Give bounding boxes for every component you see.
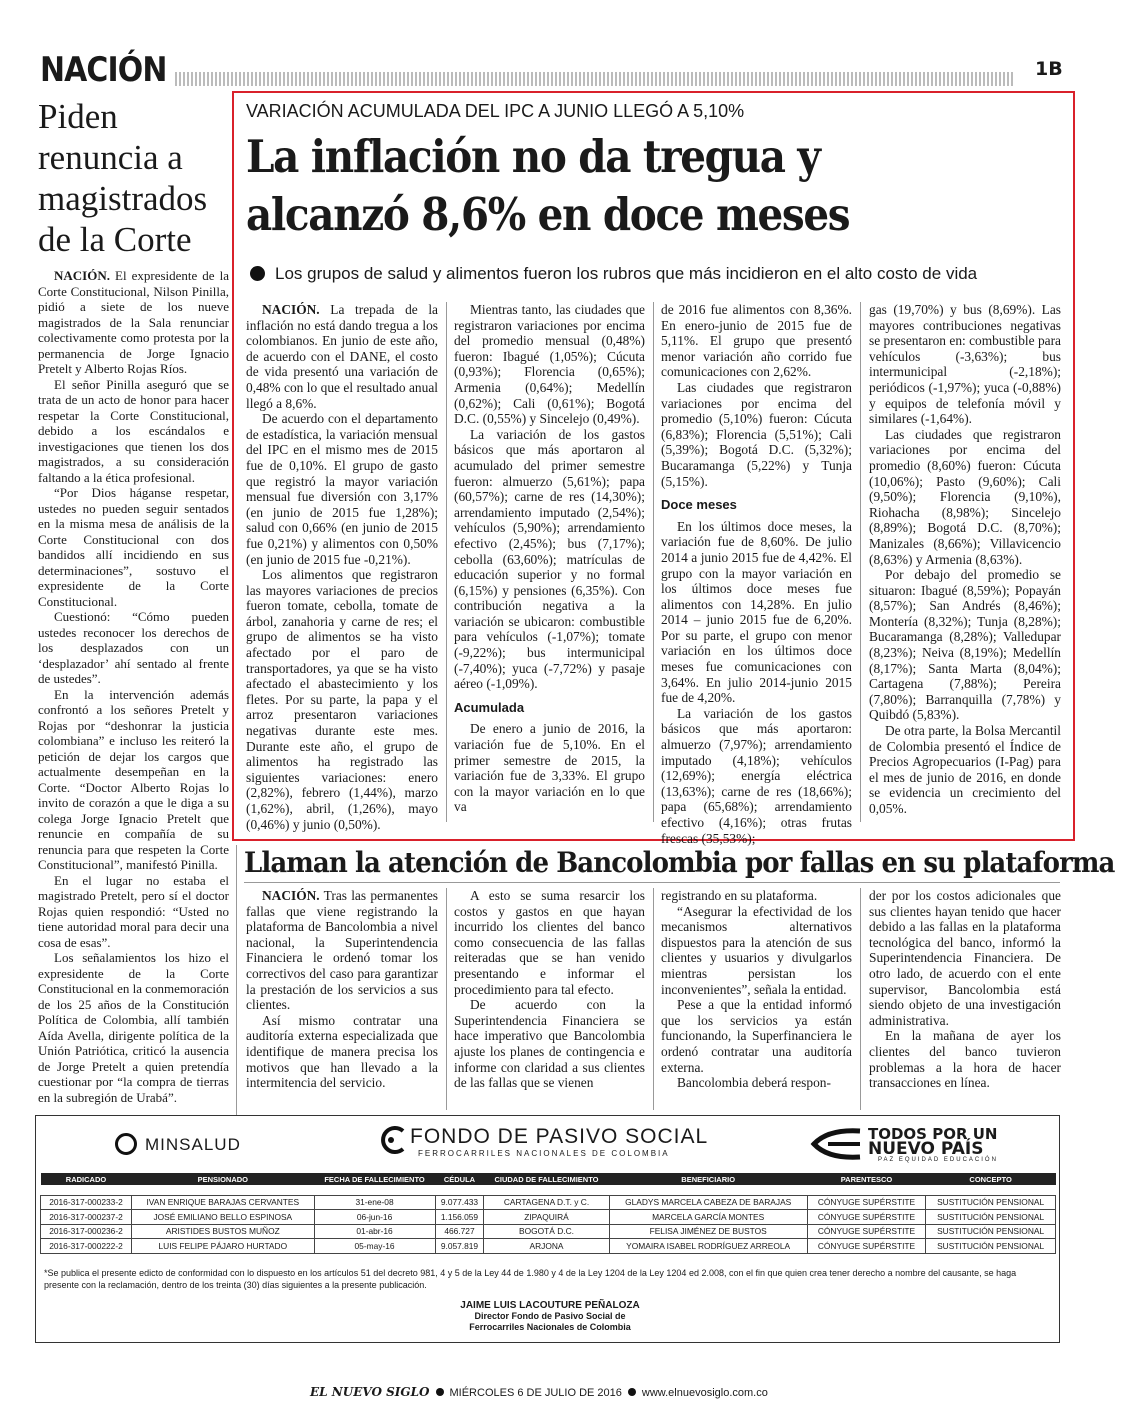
paragraph: A esto se suma resarcir los costos y gastos en que hayan incurrido los clientes del banco como consecuencia de las fallas reiteradas que se han venido presentando e informar el procedimiento para tal efecto. <box>454 888 645 997</box>
table-cell: GLADYS MARCELA CABEZA DE BARAJAS <box>609 1195 807 1210</box>
second-story-headline: Llaman la atención de Bancolombia por fallas en su plataforma <box>244 846 1115 879</box>
table-header-row <box>41 1173 1056 1185</box>
table-cell: 05-may-16 <box>314 1239 435 1254</box>
paragraph: La variación de los gastos básicos que más aportaron: almuerzo (7,97%); arrendamiento imputado (4,18%); vehículos (12,69%); energía eléctrica (13,63%); carne de res (18,66%); papa (65,68%); arrendamiento efectivo (4,16%); otras frutas frescas (35,53%); <box>661 705 852 846</box>
table-cell: MARCELA GARCÍA MONTES <box>609 1210 807 1225</box>
table-cell: SUSTITUCIÓN PENSIONAL <box>926 1224 1056 1239</box>
rule <box>244 882 1060 883</box>
bullet-icon <box>250 266 265 281</box>
paragraph: En la intervención además confrontó a los señores Pretelt y Rojas por “deshonrar la justicia colombiana” e incluso les reiteró la petición de dejar los cargos que actualmente desempeñan en la Corte. “Doctor Alberto Rojas lo invito de corazón a que le diga a su colega Jorge Ignacio Pretelt que renuncie en compañía de su renuncia para que respeten la Corte Constitucional”, manifestó Pinilla. <box>38 686 229 872</box>
paragraph: Las ciudades que registraron variaciones por encima del promedio (8,60%) fueron: Cúcuta (10,06%); Pasto (9,60%); Cali (9,50%); Florencia (9,10%), Riohacha (8,98%); Sincelejo (8,89%); Bogotá D.C. (8,70%); Manizales (8,66%); Villavicencio (8,63%) y Armenia (8,63%). <box>869 426 1061 567</box>
main-story-kicker: VARIACIÓN ACUMULADA DEL IPC A JUNIO LLEGÓ A 5,10% <box>246 101 745 121</box>
column-divider <box>236 845 237 1115</box>
subheading: Acumulada <box>454 699 525 715</box>
column-divider <box>860 888 861 1110</box>
table-cell: SUSTITUCIÓN PENSIONAL <box>926 1195 1056 1210</box>
todos-logo <box>808 1127 1023 1163</box>
column-header: FECHA DE FALLECIMIENTO <box>314 1173 435 1185</box>
paragraph: De enero a junio de 2016, la variación fue de 5,10%. En el primer semestre de 2015, la variación fue de 3,33%. El grupo con la mayor variación en lo que va <box>454 721 645 815</box>
paragraph: El señor Pinilla aseguró que se trata de un acto de honor para hacer respetar la Corte Constitucional, debido a los escándalos e investigaciones que tienen los dos magistrados, a su consideración faltando a la ética profesional. <box>38 376 229 485</box>
table-row <box>41 1224 1056 1239</box>
column-header: RADICADO <box>41 1173 132 1185</box>
table-cell: YOMAIRA ISABEL RODRÍGUEZ ARREOLA <box>609 1239 807 1254</box>
table-cell: ZIPAQUIRÁ <box>484 1210 609 1225</box>
table-cell: CARTAGENA D.T. y C. <box>484 1195 609 1210</box>
paragraph: Las ciudades que registraron variaciones por encima del promedio (5,10%) fueron: Cúcuta (6,83%); Florencia (5,51%); Cali (5,39%); Bogotá D.C. (5,32%); Bucaramanga (5,22%) y Tunja (5,15%). <box>661 379 852 489</box>
table-cell: CÓNYUGE SUPÉRSTITE <box>807 1224 925 1239</box>
second-story-column-4 <box>869 888 1061 1091</box>
table-cell: 2016-317-000237-2 <box>41 1210 132 1225</box>
column-header: CIUDAD DE FALLECIMIENTO <box>484 1173 609 1185</box>
table-cell: LUIS FELIPE PÁJARO HURTADO <box>132 1239 315 1254</box>
lead-paragraph: NACIÓN. La trepada de la inflación no está dando tregua a los colombianos. En junio de este año, de acuerdo con el DANE, el costo de vida presentó una variación de 0,48% con lo que el resultado anual llegó a 8,6%. <box>246 302 438 411</box>
table-row <box>41 1210 1056 1225</box>
bullet-icon <box>436 1388 444 1396</box>
table-cell: CÓNYUGE SUPÉRSTITE <box>807 1239 925 1254</box>
table-cell: IVAN ENRIQUE BARAJAS CERVANTES <box>132 1195 315 1210</box>
paragraph: “Por Dios háganse respetar, ustedes no pueden seguir sentados en la misma mesa de análisis de la Corte Constitucional con dos bandidos allí incidiendo en sus determinaciones”, sostuvo el expresidente de la Corte Constitucional. <box>38 485 229 609</box>
header-rule <box>175 72 1015 86</box>
paragraph: En el lugar no estaba el magistrado Pretelt, pero sí el doctor Rojas quien respondió: “Usted no tiene autoridad moral para decir una cosa de esas”. <box>38 872 229 950</box>
signer-title-1: Director Fondo de Pasivo Social de <box>474 1311 626 1321</box>
page-number: 1B <box>1035 58 1063 80</box>
fondo-swoosh-icon <box>376 1125 406 1155</box>
paragraph: Los alimentos que registraron las mayores variaciones de precios fueron tomate, cebolla, tomate de árbol, zanahoria y carne de res; el grupo de alimentos se ha visto afectado por el paro de transportadores, ya que se ha visto afectado el abastecimiento y los fletes. Por su parte, la papa y el arroz presentaron variaciones negativas durante este mes. Durante este año, el grupo de alimentos ha registrado las siguientes variaciones: enero (2,82%), febrero (1,44%), marzo (1,62%), abril, (1,26%), mayo (0,46%) y junio (0,50%). <box>246 567 438 832</box>
spacer-cell <box>41 1185 1056 1195</box>
table-cell: 01-abr-16 <box>314 1224 435 1239</box>
subheading: Doce meses <box>661 497 737 513</box>
column-divider <box>446 888 447 1110</box>
signer-title-2: Ferrocarriles Nacionales de Colombia <box>469 1322 631 1332</box>
table-cell: FELISA JIMÉNEZ DE BUSTOS <box>609 1224 807 1239</box>
signer-name: JAIME LUIS LACOUTURE PEÑALOZA <box>460 1300 640 1311</box>
table-cell: ARJONA <box>484 1239 609 1254</box>
paragraph: De otra parte, la Bolsa Mercantil de Colombia presentó el Índice de Precios Agropecuarios (I-Pag) para el mes de junio de 2016, en donde se evidencia un crecimiento del 0,05%. <box>869 723 1061 816</box>
column-header: CÉDULA <box>435 1173 484 1185</box>
table-cell: 06-jun-16 <box>314 1210 435 1225</box>
fondo-subtitle: FERROCARRILES NACIONALES DE COLOMBIA <box>418 1149 670 1158</box>
left-story-body <box>38 268 229 1105</box>
column-divider <box>653 302 654 822</box>
paragraph: “Asegurar la efectividad de los mecanismos alternativos dispuestos para la atención de sus clientes y usuarios y divulgarlos mientras persistan los inconvenientes”, señala la entidad. <box>661 903 852 997</box>
todos-line-1: TODOS POR UN <box>868 1125 998 1143</box>
column-divider <box>860 302 861 822</box>
fondo-name: FONDO DE PASIVO SOCIAL <box>410 1125 709 1148</box>
paragraph: der por los costos adicionales que sus clientes hayan tenido que hacer debido a las fallas en la plataforma tecnológica del banco, informó la Superintendencia Financiera. De otro lado, de acuerdo con el ente supervisor, Bancolombia está siendo objeto de una investigación administrativa. <box>869 888 1061 1028</box>
paragraph: En los últimos doce meses, la variación fue de 8,60%. De julio 2014 a junio 2015 fue de 4,42%. El grupo con la mayor variación en los últimos doce meses fue alimentos con 14,28%. En julio 2014 – junio 2015 fue de 6,20%. Por su parte, el grupo con menor variación en los últimos doce meses fue comunicaciones con 3,64%. En julio 2014-junio 2015 fue de 4,20%. <box>661 518 852 706</box>
edict-table <box>40 1173 1056 1254</box>
main-story-column-3 <box>661 302 852 846</box>
column-divider <box>446 302 447 822</box>
table-cell: CÓNYUGE SUPÉRSTITE <box>807 1210 925 1225</box>
main-story-column-2 <box>454 302 645 815</box>
table-cell: 2016-317-000233-2 <box>41 1195 132 1210</box>
seal-icon <box>115 1133 137 1155</box>
table-cell: 466.727 <box>435 1224 484 1239</box>
todos-line-2: NUEVO PAÍS <box>868 1139 984 1159</box>
paragraph: Por debajo del promedio se situaron: Ibagué (8,59%); Popayán (8,57%); San Andrés (8,46%); Montería (8,32%); Tunja (8,28%); Bucaramanga (8,28%); Valledupar (8,23%); Neiva (8,19%); Medellín (8,17%); Santa Marta (8,04%); Cartagena (7,88%); Pereira (7,80%); Barranquilla (7,78%) y Quibdó (5,83%). <box>869 567 1061 723</box>
table-cell: SUSTITUCIÓN PENSIONAL <box>926 1239 1056 1254</box>
lead-paragraph: NACIÓN. El expresidente de la Corte Constitucional, Nilson Pinilla, pidió a siete de los nueve magistrados de la Sala renunciar colectivamente como protesta por la permanencia de Jorge Ignacio Pretelt y Alberto Rojas Ríos. <box>38 268 229 376</box>
footer-brand: EL NUEVO SIGLO <box>310 1385 430 1399</box>
minsalud-logo <box>115 1133 241 1155</box>
bullet-icon <box>628 1388 636 1396</box>
paragraph: De acuerdo con el departamento de estadística, la variación mensual del IPC en el mismo mes de 2015 fue de 0,10%. El grupo de gasto que registró la mayor variación mensual fue diversión con 3,17% (en junio de 2015 fue 1,28%); salud con 0,66% (en junio de 2015 fue 0,21%) y alimentos con 0,50% (en junio de 2015 fue -0,21%). <box>246 411 438 567</box>
paragraph: Así mismo contratar una auditoría externa especializada que identifique de manera precisa los motivos que han llevado a la intermitencia del servicio. <box>246 1012 438 1091</box>
table-cell: 2016-317-000222-2 <box>41 1239 132 1254</box>
paragraph: Cuestionó: “Cómo pueden ustedes reconocer los derechos de los desplazados con un ‘desplazador’ ahí sentado al frente de ustedes”. <box>38 609 229 686</box>
paragraph: De acuerdo con la Superintendencia Financiera se hace imperativo que Bancolombia ajuste los planes de contingencia e informe con claridad a sus clientes de las fallas que se vienen <box>454 997 645 1091</box>
footer-url: www.elnuevosiglo.com.co <box>641 1387 768 1399</box>
paragraph: registrando en su plataforma. <box>661 888 818 903</box>
paragraph: gas (19,70%) y bus (8,69%). Las mayores contribuciones negativas se presentaron en: combustible para vehículos (-3,63%); bus intermunicipal (-2,18%); periódicos (-1,97%); yuca (-0,88%) y equipos de telefonía móvil y similares (-1,64%). <box>869 302 1061 427</box>
main-story-subtitle <box>250 264 977 284</box>
subtitle-text: Los grupos de salud y alimentos fueron los rubros que más incidieron en el alto costo de vida <box>275 264 978 283</box>
footer-date: MIÉRCOLES 6 DE JULIO DE 2016 <box>449 1387 622 1399</box>
todos-line-3: PAZ EQUIDAD EDUCACIÓN <box>878 1157 998 1163</box>
lead-paragraph: NACIÓN. Tras las permanentes fallas que viene registrando la plataforma de Bancolombia a nivel nacional, la Superintendencia Financiera le ordenó tomar los correctivos del caso para garantizar la prestación de los servicios a sus clientes. <box>246 888 438 1013</box>
table-cell: 9.057.819 <box>435 1239 484 1254</box>
table-cell: SUSTITUCIÓN PENSIONAL <box>926 1210 1056 1225</box>
page-footer <box>310 1385 768 1399</box>
table-cell: JOSÉ EMILIANO BELLO ESPINOSA <box>132 1210 315 1225</box>
signature-block <box>350 1300 750 1333</box>
main-story-column-1 <box>246 302 438 832</box>
section-label: NACIÓN <box>40 50 167 90</box>
table-row <box>41 1239 1056 1254</box>
table-cell: 31-ene-08 <box>314 1195 435 1210</box>
column-divider <box>653 888 654 1110</box>
column-header: PENSIONADO <box>132 1173 315 1185</box>
column-header: BENEFICIARIO <box>609 1173 807 1185</box>
paragraph: Los señalamientos los hizo el expresidente de la Corte Constitucional en la conmemoración de los 25 años de la Constitución Política de Colombia, allí también Aída Avella, dirigente política de la Unión Patriótica, criticó la ausencia de Jorge Pretelt a quien pretendía cuestionar por “la compra de tierras en la subregión de Urabá”. <box>38 950 229 1105</box>
second-story-column-3 <box>661 888 852 1091</box>
spacer-row <box>41 1185 1056 1195</box>
table-cell: ARISTIDES BUSTOS MUÑOZ <box>132 1224 315 1239</box>
paragraph: Pese a que la entidad informó que los servicios ya están funcionando, la Superfinanciera le ordenó contratar una auditoría externa. <box>661 997 852 1075</box>
edict-note: *Se publica el presente edicto de conformidad con lo dispuesto en los artículos 51 del decreto 981, 4 y 5 de la Ley 44 de 1.980 y 4 de la Ley 1204 de la Ley 1204 ed 2.008, con el fin que quien crea tener derecho a nombre del causante, se haga presente con la reclamación, dentro de los treinta (30) días siguientes a la presente publicación. <box>44 1268 1017 1290</box>
table-row <box>41 1195 1056 1210</box>
todos-flag-icon <box>808 1127 863 1161</box>
main-story-headline: La inflación no da tregua y alcanzó 8,6% en doce meses <box>246 130 850 241</box>
column-header: PARENTESCO <box>807 1173 925 1185</box>
minsalud-text: MINSALUD <box>145 1135 241 1154</box>
table-cell: 1.156.059 <box>435 1210 484 1225</box>
table-cell: 2016-317-000236-2 <box>41 1224 132 1239</box>
table-cell: 9.077.433 <box>435 1195 484 1210</box>
column-header: CONCEPTO <box>926 1173 1056 1185</box>
table-cell: BOGOTÁ D.C. <box>484 1224 609 1239</box>
paragraph: Mientras tanto, las ciudades que registraron variaciones por encima del promedio mensual (0,48%) fueron: Ibagué (1,05%); Cúcuta (0,93%); Florencia (0,65%); Armenia (0,64%); Medellín (0,62%); Cali (0,61%); Bogotá D.C. (0,55%) y Sincelejo (0,49%). <box>454 302 645 427</box>
paragraph: En la mañana de ayer los clientes del banco tuvieron problemas a la hora de hacer transacciones en línea. <box>869 1028 1061 1091</box>
paragraph: Bancolombia deberá respon- <box>677 1075 831 1091</box>
paragraph: La variación de los gastos básicos que más aportaron al acumulado del primer semestre fueron: almuerzo (5,61%); papa (60,57%); carne de res (14,30%); arrendamiento imputado (2,54%); vehículos (5,90%); arrendamiento efectivo (2,45%); bus (7,17%); cebolla (63,60%); matrículas de educación superior y no formal (6,15%) y pensiones (6,35%). Con contribución negativa a la variación se ubicaron: combustible para vehículos (-1,07%); tomate (-9,22%); bus intermunicipal (-7,40%); yuca (-7,72%) y pasaje aéreo (-1,09%). <box>454 426 645 692</box>
table-cell: CÓNYUGE SUPÉRSTITE <box>807 1195 925 1210</box>
fondo-logo <box>378 1125 708 1158</box>
paragraph: de 2016 fue alimentos con 8,36%. En enero-junio de 2015 fue de 5,11%. El grupo que presentó menor variación año corrido fue comunicaciones con 2,62%. <box>661 302 852 380</box>
second-story-column-2 <box>454 888 645 1091</box>
second-story-column-1 <box>246 888 438 1091</box>
main-story-column-4 <box>869 302 1061 817</box>
left-story-headline: Piden renuncia a magistrados de la Corte <box>38 97 208 259</box>
